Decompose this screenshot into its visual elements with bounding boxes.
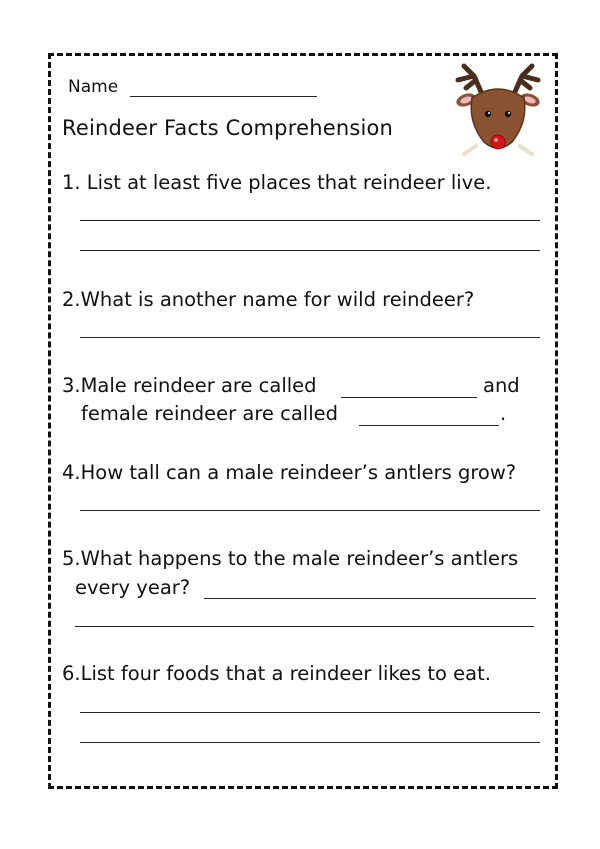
answer-line-1a[interactable] <box>80 220 540 221</box>
reindeer-head-icon <box>452 58 544 166</box>
question-5-line-1: 5.What happens to the male reindeer’s antlers <box>62 547 519 570</box>
worksheet-title: Reindeer Facts Comprehension <box>62 116 394 140</box>
question-3-part-b: female reindeer are called <box>81 402 338 425</box>
name-answer-line[interactable] <box>130 96 317 97</box>
question-5-line-2: every year? <box>75 576 191 599</box>
question-3-period: . <box>500 402 507 425</box>
question-3-part-a: 3.Male reindeer are called <box>62 374 317 397</box>
question-4: 4.How tall can a male reindeer’s antlers grow? <box>62 461 517 484</box>
name-label: Name <box>68 77 119 97</box>
question-1: 1. List at least five places that reindeer live. <box>62 171 492 194</box>
answer-line-6b[interactable] <box>80 742 540 743</box>
answer-line-4[interactable] <box>80 510 540 511</box>
answer-line-5a[interactable] <box>204 598 536 599</box>
answer-line-2[interactable] <box>80 337 540 338</box>
answer-line-5b[interactable] <box>75 626 534 627</box>
answer-blank-female[interactable] <box>359 425 499 426</box>
question-6: 6.List four foods that a reindeer likes to eat. <box>62 662 491 685</box>
question-3-and: and <box>483 374 520 397</box>
answer-blank-male[interactable] <box>341 397 477 398</box>
answer-line-1b[interactable] <box>80 250 540 251</box>
question-2: 2.What is another name for wild reindeer? <box>62 288 475 311</box>
answer-line-6a[interactable] <box>80 712 540 713</box>
